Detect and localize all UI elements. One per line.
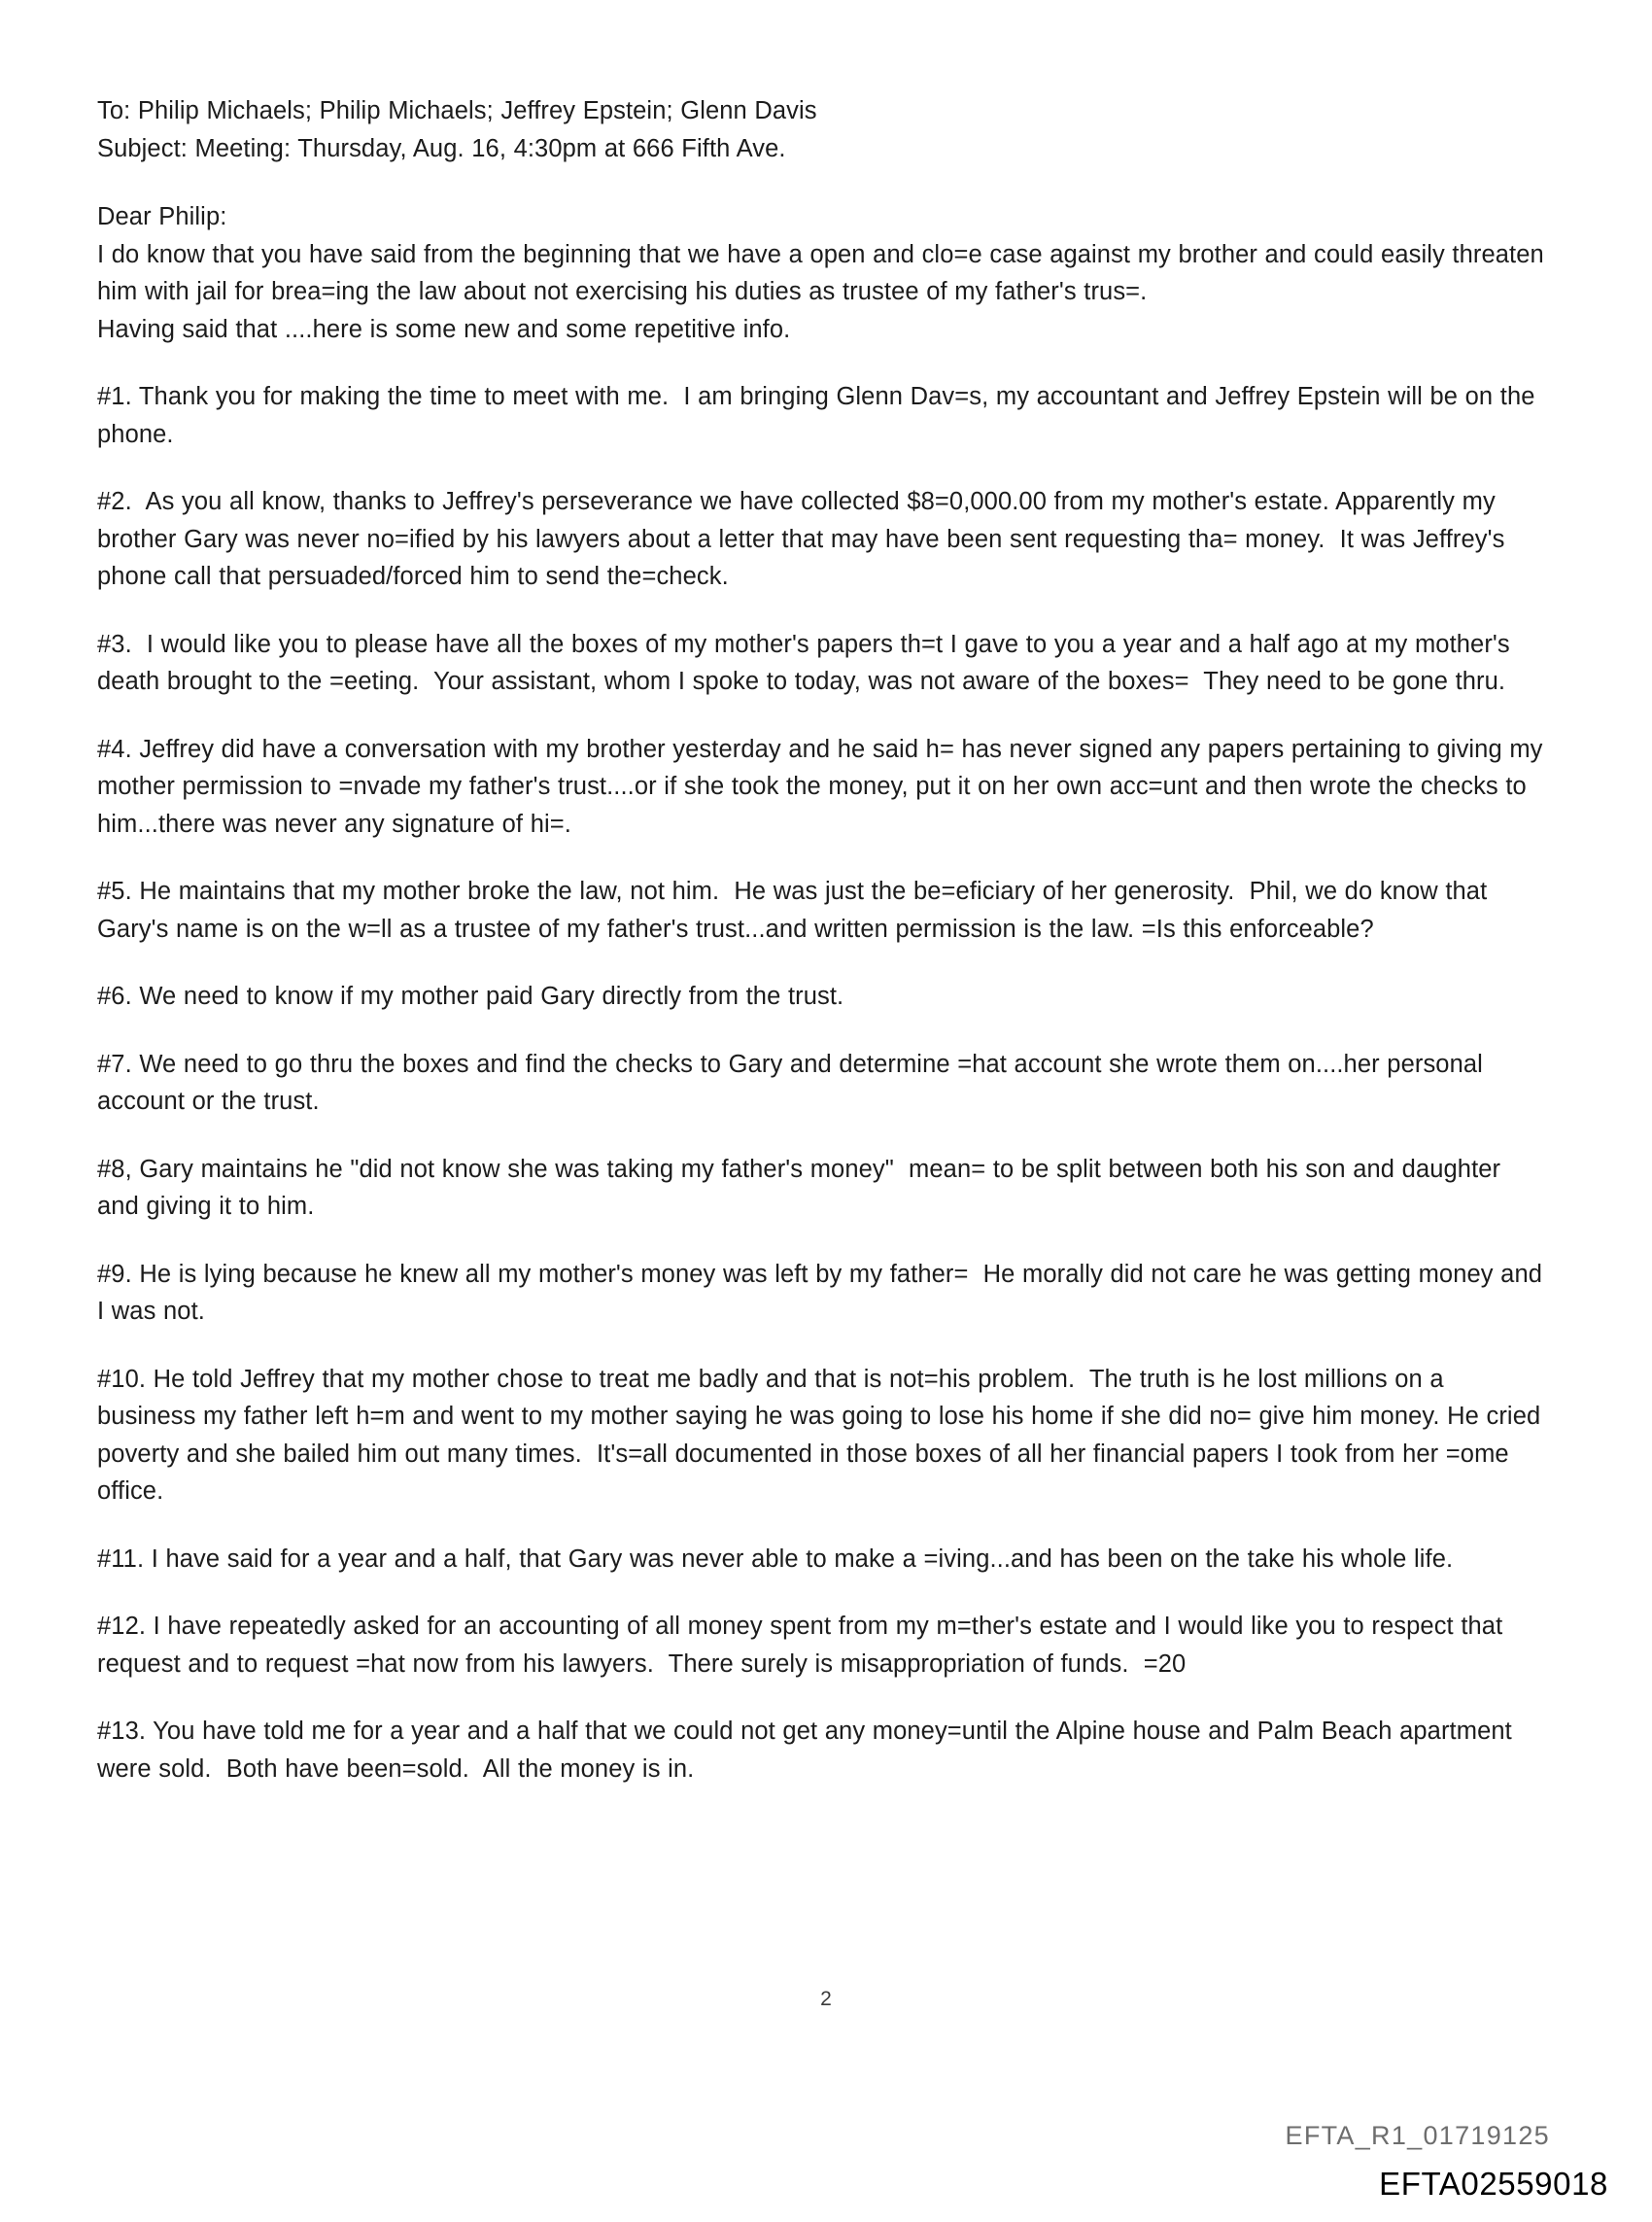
page-number: 2: [820, 1988, 832, 2010]
bates-stamp-upper: EFTA_R1_01719125: [1285, 2121, 1550, 2150]
numbered-item-11: #11. I have said for a year and a half, that Gary was never able to make a =iving...and has been on the take his whole life.: [97, 1545, 1454, 1573]
numbered-item-12: #12. I have repeatedly asked for an accounting of all money spent from my m=ther's estate and I would like you to respect that request and to request =hat now from his lawyers. There surely is misappropriation of funds. =20: [97, 1613, 1510, 1678]
numbered-item-2: #2. As you all know, thanks to Jeffrey's perseverance we have collected $8=0,000.00 from my mother's estate. Apparently my brother Gary was never no=ified by his lawyers about a letter that may have been sent requesting tha= money. It was Jeffrey's phone call that persuaded/forced him to send the=check.: [97, 488, 1513, 590]
numbered-item-4: #4. Jeffrey did have a conversation with my brother yesterday and he said h= has never signed any papers pertaining to giving my mother permission to =nvade my father's trust....or if she took the money, put it on her own acc=unt and then wrote the checks to him...there was never any signature of hi=.: [97, 735, 1551, 838]
bates-stamp-lower: EFTA02559018: [1379, 2166, 1608, 2202]
document-body: [97, 92, 1552, 1788]
numbered-item-3: #3. I would like you to please have all the boxes of my mother's papers th=t I gave to you a year and a half ago at my mother's death brought to the =eeting. Your assistant, whom I spoke to today, was not aware of the boxes= They need to be gone thru.: [97, 630, 1518, 695]
email-header-block: [97, 92, 1545, 167]
numbered-item-5: #5. He maintains that my mother broke the law, not him. He was just the be=eficiary of her generosity. Phil, we do know that Gary's name is on the w=ll as a trustee of my father's trust...and written permission is the law. =Is this enforceable?: [97, 878, 1495, 943]
salutation: Dear Philip:: [97, 203, 227, 230]
email-subject-line: Subject: Meeting: Thursday, Aug. 16, 4:30pm at 666 Fifth Ave.: [97, 134, 786, 162]
numbered-item-8: #8, Gary maintains he "did not know she was taking my father's money" mean= to be split between both his son and daughter and giving it to him.: [97, 1155, 1508, 1220]
opening-paragraph: I do know that you have said from the beginning that we have a open and clo=e case against my brother and could easily threaten him with jail for brea=ing the law about not exercising his duties as trustee of my father's trus=.: [97, 240, 1552, 305]
numbered-item-1: #1. Thank you for making the time to meet with me. I am bringing Glenn Dav=s, my accountant and Jeffrey Epstein will be on the phone.: [97, 383, 1543, 448]
salutation-block: [97, 198, 1552, 311]
numbered-item-6: #6. We need to know if my mother paid Gary directly from the trust.: [97, 983, 844, 1010]
numbered-item-7: #7. We need to go thru the boxes and find the checks to Gary and determine =hat account she wrote them on....her personal account or the trust.: [97, 1050, 1491, 1115]
email-to-line: To: Philip Michaels; Philip Michaels; Jeffrey Epstein; Glenn Davis: [97, 97, 817, 124]
transition-paragraph: Having said that ....here is some new and some repetitive info.: [97, 315, 791, 343]
numbered-item-9: #9. He is lying because he knew all my mother's money was left by my father= He morally did not care he was getting money and I was not.: [97, 1260, 1550, 1325]
numbered-item-13: #13. You have told me for a year and a half that we could not get any money=until the Alpine house and Palm Beach apartment were sold. Both have been=sold. All the money is in.: [97, 1718, 1520, 1783]
numbered-item-10: #10. He told Jeffrey that my mother chose to treat me badly and that is not=his problem. The truth is he lost millions on a business my father left h=m and went to my mother saying he was going to lose his home if she did no= give him money. He cried poverty and she bailed him out many times. It's=all documented in those boxes of all her financial papers I took from her =ome office.: [97, 1365, 1548, 1505]
